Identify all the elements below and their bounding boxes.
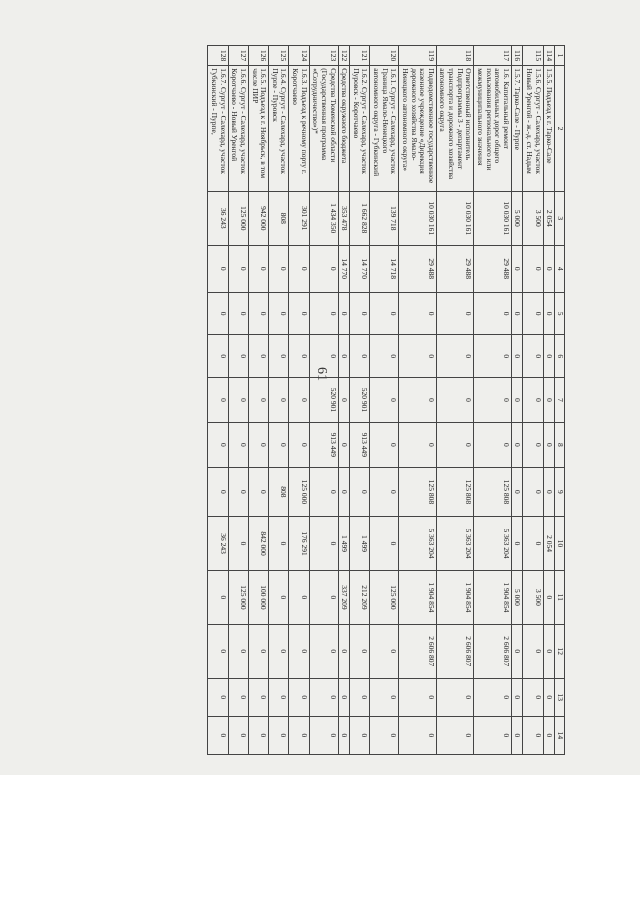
value-cell: 0 xyxy=(289,422,309,467)
value-cell: 0 xyxy=(543,570,555,624)
row-name-cell: 1.5.6. Сургут - Салехард, участок Новый Уренгой - ж.-д. ст. Надым xyxy=(523,66,543,192)
column-number-cell: 3 xyxy=(555,191,565,245)
value-cell: 0 xyxy=(523,678,543,716)
value-cell: 0 xyxy=(309,678,338,716)
value-cell: 0 xyxy=(370,292,399,335)
value-cell: 353 478 xyxy=(338,191,350,245)
row-name-cell: 1.6.4. Сургут - Салехард, участок Пурпе - Пуровск xyxy=(269,66,289,192)
value-cell: 0 xyxy=(399,678,437,716)
value-cell: 0 xyxy=(228,378,248,423)
value-cell: 0 xyxy=(543,335,555,378)
table-row xyxy=(228,46,248,755)
value-cell: 0 xyxy=(289,378,309,423)
value-cell: 0 xyxy=(474,678,512,716)
value-cell: 2 054 xyxy=(543,517,555,571)
value-cell: 176 291 xyxy=(289,517,309,571)
value-cell: 0 xyxy=(350,292,370,335)
value-cell: 0 xyxy=(474,378,512,423)
row-name-cell: 1.6.7. Сургут - Салехард, участок Губкинский - Пурпе, xyxy=(208,66,228,192)
table-row xyxy=(511,46,523,755)
value-cell: 0 xyxy=(523,335,543,378)
value-cell: 0 xyxy=(228,517,248,571)
value-cell: 0 xyxy=(543,467,555,516)
value-cell: 0 xyxy=(350,467,370,516)
value-cell: 0 xyxy=(350,624,370,678)
row-number-cell: 127 xyxy=(228,46,248,66)
value-cell: 125 000 xyxy=(370,570,399,624)
value-cell: 0 xyxy=(370,678,399,716)
table-row xyxy=(474,46,512,755)
value-cell: 0 xyxy=(208,716,228,754)
value-cell: 0 xyxy=(399,378,437,423)
value-cell: 0 xyxy=(511,467,523,516)
value-cell: 0 xyxy=(436,716,474,754)
row-name-cell: 1.6.5. Подъезд к г. Ноябрьск, в том числе ПИР xyxy=(249,66,269,192)
table-row xyxy=(338,46,350,755)
value-cell: 808 xyxy=(269,467,289,516)
value-cell: 0 xyxy=(269,378,289,423)
value-cell: 337 209 xyxy=(338,570,350,624)
value-cell: 0 xyxy=(309,624,338,678)
value-cell: 0 xyxy=(370,378,399,423)
value-cell: 0 xyxy=(523,517,543,571)
value-cell: 0 xyxy=(436,292,474,335)
value-cell: 0 xyxy=(474,335,512,378)
value-cell: 125 808 xyxy=(399,467,437,516)
value-cell: 520 901 xyxy=(309,378,338,423)
value-cell: 0 xyxy=(523,624,543,678)
table-row xyxy=(289,46,309,755)
value-cell: 0 xyxy=(228,245,248,292)
value-cell: 0 xyxy=(523,378,543,423)
value-cell: 0 xyxy=(269,292,289,335)
value-cell: 520 901 xyxy=(350,378,370,423)
row-number-cell: 121 xyxy=(350,46,370,66)
value-cell: 0 xyxy=(474,292,512,335)
value-cell: 0 xyxy=(511,378,523,423)
value-cell: 0 xyxy=(436,378,474,423)
value-cell: 5 363 204 xyxy=(474,517,512,571)
value-cell: 0 xyxy=(523,292,543,335)
value-cell: 10 030 161 xyxy=(399,191,437,245)
value-cell: 0 xyxy=(208,467,228,516)
row-name-cell: Средства окружного бюджета xyxy=(338,66,350,192)
row-number-cell: 128 xyxy=(208,46,228,66)
value-cell: 0 xyxy=(350,716,370,754)
value-cell: 0 xyxy=(511,517,523,571)
value-cell: 913 449 xyxy=(309,422,338,467)
value-cell: 0 xyxy=(543,378,555,423)
value-cell: 0 xyxy=(249,716,269,754)
value-cell: 0 xyxy=(309,716,338,754)
value-cell: 0 xyxy=(269,624,289,678)
row-number-cell: 114 xyxy=(543,46,555,66)
value-cell: 139 718 xyxy=(370,191,399,245)
value-cell: 0 xyxy=(338,624,350,678)
value-cell: 0 xyxy=(399,422,437,467)
value-cell: 0 xyxy=(309,292,338,335)
value-cell: 0 xyxy=(249,422,269,467)
value-cell: 0 xyxy=(523,467,543,516)
value-cell: 0 xyxy=(309,517,338,571)
value-cell: 125 808 xyxy=(474,467,512,516)
column-number-cell: 7 xyxy=(555,378,565,423)
value-cell: 1 499 xyxy=(338,517,350,571)
value-cell: 0 xyxy=(350,678,370,716)
value-cell: 0 xyxy=(289,678,309,716)
value-cell: 0 xyxy=(370,422,399,467)
value-cell: 913 449 xyxy=(350,422,370,467)
value-cell: 0 xyxy=(289,292,309,335)
value-cell: 2 606 807 xyxy=(474,624,512,678)
row-number-cell: 124 xyxy=(289,46,309,66)
table-row xyxy=(436,46,474,755)
value-cell: 0 xyxy=(436,678,474,716)
value-cell: 0 xyxy=(338,292,350,335)
value-cell: 0 xyxy=(269,716,289,754)
row-number-cell: 117 xyxy=(474,46,512,66)
value-cell: 0 xyxy=(228,335,248,378)
row-name-cell: 1.6.2. Сургут - Салехард, участок Пуровск - Коротчаево xyxy=(350,66,370,192)
value-cell: 1 904 854 xyxy=(399,570,437,624)
value-cell: 0 xyxy=(289,335,309,378)
value-cell: 0 xyxy=(249,624,269,678)
value-cell: 0 xyxy=(523,716,543,754)
value-cell: 0 xyxy=(338,467,350,516)
value-cell: 0 xyxy=(543,624,555,678)
column-number-cell: 6 xyxy=(555,335,565,378)
value-cell: 0 xyxy=(249,378,269,423)
column-number-cell: 10 xyxy=(555,517,565,571)
value-cell: 0 xyxy=(511,678,523,716)
column-number-cell: 8 xyxy=(555,422,565,467)
table-row xyxy=(350,46,370,755)
value-cell: 0 xyxy=(269,678,289,716)
value-cell: 0 xyxy=(543,678,555,716)
row-name-cell: Подведомственное государственное казенное учреждение «Дирекция дорожного хозяйства Ямало-Ненецкого автономного округа» xyxy=(399,66,437,192)
value-cell: 0 xyxy=(338,716,350,754)
value-cell: 0 xyxy=(249,245,269,292)
column-number-cell: 5 xyxy=(555,292,565,335)
column-number-cell: 14 xyxy=(555,716,565,754)
value-cell: 2 054 xyxy=(543,191,555,245)
value-cell: 0 xyxy=(338,378,350,423)
value-cell: 808 xyxy=(269,191,289,245)
value-cell: 0 xyxy=(208,624,228,678)
value-cell: 0 xyxy=(474,422,512,467)
value-cell: 125 808 xyxy=(436,467,474,516)
value-cell: 0 xyxy=(269,335,289,378)
value-cell: 5 363 204 xyxy=(399,517,437,571)
value-cell: 14 718 xyxy=(370,245,399,292)
rotated-table-wrapper xyxy=(75,45,565,755)
value-cell: 125 000 xyxy=(228,570,248,624)
value-cell: 0 xyxy=(289,716,309,754)
value-cell: 0 xyxy=(399,716,437,754)
value-cell: 2 606 807 xyxy=(436,624,474,678)
value-cell: 0 xyxy=(249,335,269,378)
row-name-cell: 1.6.6. Сургут - Салехард, участок Коротчаево - Новый Уренгой xyxy=(228,66,248,192)
value-cell: 5 000 xyxy=(511,191,523,245)
value-cell: 10 030 161 xyxy=(474,191,512,245)
value-cell: 5 363 204 xyxy=(436,517,474,571)
value-cell: 0 xyxy=(436,335,474,378)
row-name-cell: 1.5.5. Подъезд к г. Тарко-Сале xyxy=(543,66,555,192)
value-cell: 0 xyxy=(350,335,370,378)
row-number-cell: 120 xyxy=(370,46,399,66)
column-number-cell: 9 xyxy=(555,467,565,516)
table-row xyxy=(543,46,555,755)
value-cell: 14 770 xyxy=(338,245,350,292)
value-cell: 0 xyxy=(269,245,289,292)
value-cell: 0 xyxy=(228,678,248,716)
table-row xyxy=(370,46,399,755)
row-name-cell: 1.5.7. Тарко-Сале - Пурпе xyxy=(511,66,523,192)
value-cell: 0 xyxy=(543,716,555,754)
value-cell: 0 xyxy=(249,292,269,335)
value-cell: 0 xyxy=(309,245,338,292)
column-number-cell: 4 xyxy=(555,245,565,292)
value-cell: 0 xyxy=(208,678,228,716)
value-cell: 0 xyxy=(399,292,437,335)
table-row xyxy=(309,46,338,755)
value-cell: 0 xyxy=(269,570,289,624)
value-cell: 0 xyxy=(370,467,399,516)
row-number-cell: 115 xyxy=(523,46,543,66)
value-cell: 1 904 854 xyxy=(474,570,512,624)
value-cell: 0 xyxy=(523,422,543,467)
value-cell: 0 xyxy=(228,716,248,754)
value-cell: 0 xyxy=(309,570,338,624)
value-cell: 0 xyxy=(370,517,399,571)
value-cell: 0 xyxy=(208,245,228,292)
value-cell: 0 xyxy=(511,245,523,292)
value-cell: 301 291 xyxy=(289,191,309,245)
value-cell: 125 000 xyxy=(289,467,309,516)
budget-table xyxy=(208,45,566,755)
column-number-cell: 12 xyxy=(555,624,565,678)
value-cell: 5 000 xyxy=(511,570,523,624)
value-cell: 0 xyxy=(228,422,248,467)
value-cell: 0 xyxy=(309,467,338,516)
value-cell: 0 xyxy=(543,422,555,467)
value-cell: 36 243 xyxy=(208,517,228,571)
value-cell: 1 499 xyxy=(350,517,370,571)
value-cell: 0 xyxy=(338,678,350,716)
value-cell: 0 xyxy=(309,335,338,378)
value-cell: 0 xyxy=(543,245,555,292)
row-name-cell: Средства Тюменской области (Государственная программа «Сотрудничество»)* xyxy=(309,66,338,192)
value-cell: 0 xyxy=(436,422,474,467)
row-name-cell: 1.6. Капитальный ремонт автомобильных дорог общего пользования регионального или межмуниципального значения xyxy=(474,66,512,192)
value-cell: 0 xyxy=(208,378,228,423)
row-number-cell: 122 xyxy=(338,46,350,66)
value-cell: 0 xyxy=(370,624,399,678)
column-number-cell: 1 xyxy=(555,46,565,66)
row-number-cell: 119 xyxy=(399,46,437,66)
row-name-cell: 1.6.1. Сургут - Салехард, участок Граница Ямало-Ненецкого автономного округа - Губкинский xyxy=(370,66,399,192)
value-cell: 0 xyxy=(228,467,248,516)
value-cell: 0 xyxy=(543,292,555,335)
value-cell: 0 xyxy=(511,716,523,754)
value-cell: 842 000 xyxy=(249,517,269,571)
value-cell: 3 500 xyxy=(523,191,543,245)
value-cell: 0 xyxy=(289,624,309,678)
value-cell: 0 xyxy=(511,624,523,678)
value-cell: 100 000 xyxy=(249,570,269,624)
value-cell: 0 xyxy=(338,335,350,378)
value-cell: 14 770 xyxy=(350,245,370,292)
row-number-cell: 126 xyxy=(249,46,269,66)
value-cell: 0 xyxy=(370,335,399,378)
row-number-cell: 125 xyxy=(269,46,289,66)
value-cell: 0 xyxy=(269,422,289,467)
value-cell: 29 488 xyxy=(399,245,437,292)
value-cell: 0 xyxy=(208,422,228,467)
value-cell: 0 xyxy=(249,678,269,716)
column-number-cell: 13 xyxy=(555,678,565,716)
row-name-cell: 1.6.3. Подъезд к речному порту г. Коротчаево xyxy=(289,66,309,192)
value-cell: 29 488 xyxy=(436,245,474,292)
column-number-cell: 2 xyxy=(555,66,565,192)
value-cell: 0 xyxy=(208,292,228,335)
page-number: 61 xyxy=(314,367,329,381)
value-cell: 0 xyxy=(338,422,350,467)
value-cell: 0 xyxy=(511,292,523,335)
value-cell: 0 xyxy=(289,245,309,292)
value-cell: 942 000 xyxy=(249,191,269,245)
value-cell: 0 xyxy=(269,517,289,571)
table-row xyxy=(208,46,228,755)
row-number-cell: 116 xyxy=(511,46,523,66)
value-cell: 29 488 xyxy=(474,245,512,292)
value-cell: 212 209 xyxy=(350,570,370,624)
row-number-cell: 123 xyxy=(309,46,338,66)
table-row xyxy=(269,46,289,755)
value-cell: 1 904 854 xyxy=(436,570,474,624)
value-cell: 0 xyxy=(370,716,399,754)
value-cell: 0 xyxy=(523,245,543,292)
value-cell: 0 xyxy=(228,624,248,678)
value-cell: 0 xyxy=(249,467,269,516)
column-number-row xyxy=(555,46,565,755)
value-cell: 125 000 xyxy=(228,191,248,245)
value-cell: 0 xyxy=(289,570,309,624)
value-cell: 3 500 xyxy=(523,570,543,624)
table-row xyxy=(399,46,437,755)
value-cell: 1 662 828 xyxy=(350,191,370,245)
row-name-cell: Ответственный исполнитель Подпрограммы 3 - департамент транспорта и дорожного хозяйства автономного округа xyxy=(436,66,474,192)
value-cell: 2 606 807 xyxy=(399,624,437,678)
table-row xyxy=(249,46,269,755)
value-cell: 0 xyxy=(474,716,512,754)
value-cell: 1 434 350 xyxy=(309,191,338,245)
value-cell: 0 xyxy=(208,335,228,378)
value-cell: 0 xyxy=(399,335,437,378)
value-cell: 36 243 xyxy=(208,191,228,245)
value-cell: 0 xyxy=(208,570,228,624)
row-number-cell: 118 xyxy=(436,46,474,66)
value-cell: 0 xyxy=(228,292,248,335)
column-number-cell: 11 xyxy=(555,570,565,624)
value-cell: 0 xyxy=(511,335,523,378)
value-cell: 10 030 161 xyxy=(436,191,474,245)
value-cell: 0 xyxy=(511,422,523,467)
table-row xyxy=(523,46,543,755)
